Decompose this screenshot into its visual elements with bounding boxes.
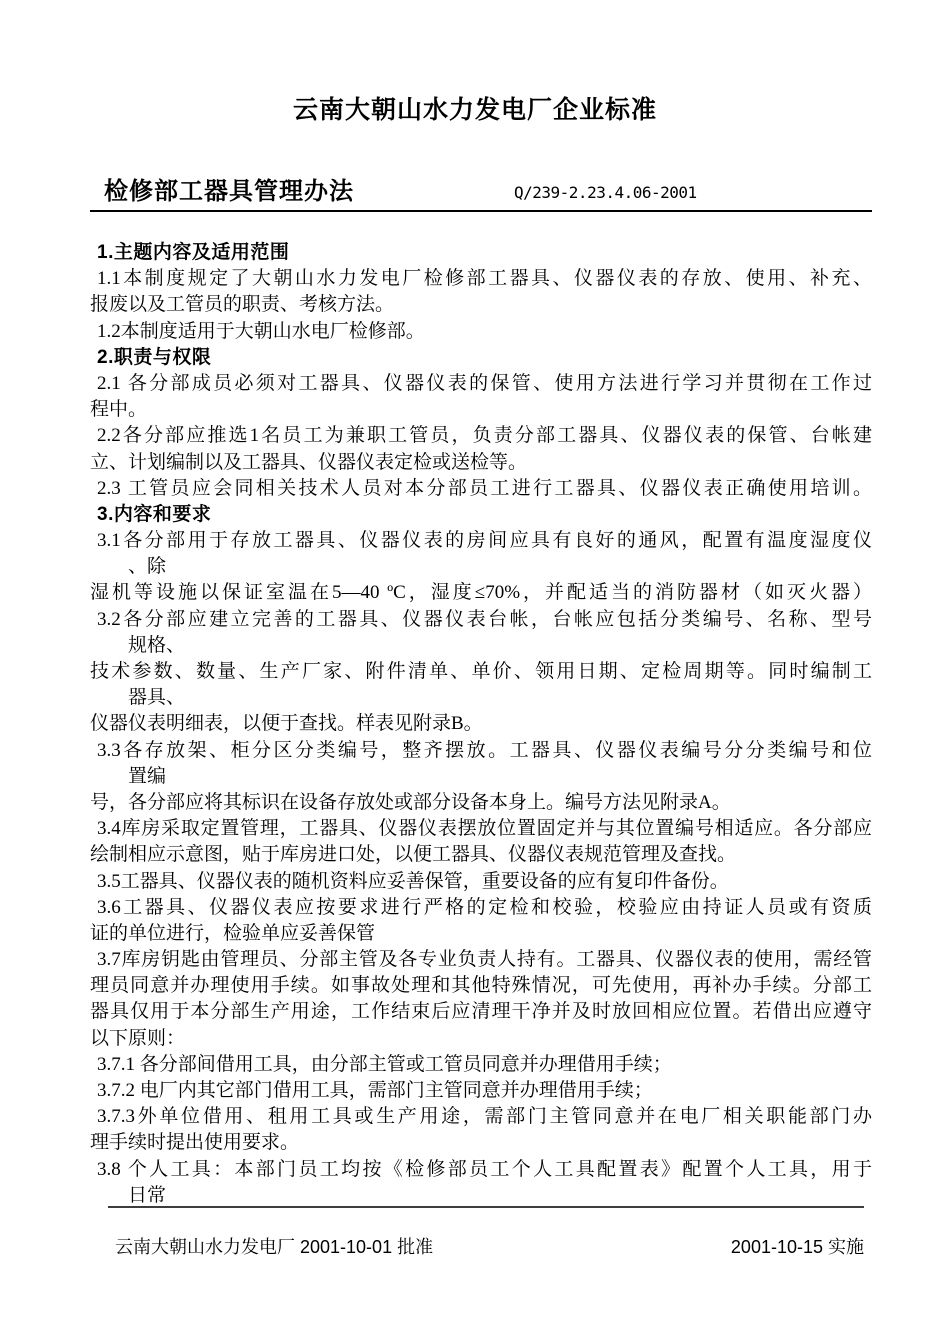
document-footer bbox=[90, 1233, 872, 1259]
body-line-22: 号，各分部应将其标识在设备存放处或部分设备本身上。编号方法见附录A。 bbox=[90, 791, 731, 813]
body-line-21: 置编 bbox=[128, 765, 167, 787]
body-line-11: 3.内容和要求 bbox=[97, 503, 212, 525]
body-line-32: 3.7.1 各分部间借用工具，由分部主管或工管员同意并办理借用手续； bbox=[97, 1053, 672, 1075]
body-line-6: 2.1 各分部成员必须对工器具、仪器仪表的保管、使用方法进行学习并贯彻在工作过 bbox=[97, 372, 872, 394]
body-line-4: 1.2本制度适用于大朝山水电厂检修部。 bbox=[97, 320, 425, 342]
body-line-10: 2.3 工管员应会同相关技术人员对本分部员工进行工器具、仪器仪表正确使用培训。 bbox=[97, 477, 872, 499]
body-line-37: 日常 bbox=[128, 1184, 167, 1206]
body-line-16: 规格、 bbox=[128, 634, 186, 656]
body-line-34: 3.7.3外单位借用、租用工具或生产用途，需部门主管同意并在电厂相关职能部门办 bbox=[97, 1106, 872, 1128]
body-line-8: 2.2各分部应推选1名员工为兼职工管员，负责分部工器具、仪器仪表的保管、台帐建 bbox=[97, 425, 872, 447]
document-body bbox=[90, 240, 872, 1209]
body-line-24: 绘制相应示意图，贴于库房进口处，以便工器具、仪器仪表规范管理及查找。 bbox=[90, 844, 737, 866]
body-line-31: 以下原则： bbox=[90, 1027, 186, 1049]
body-line-5: 2.职责与权限 bbox=[97, 346, 212, 368]
document-header bbox=[90, 168, 872, 212]
footer-divider bbox=[108, 1206, 864, 1208]
body-line-29: 理员同意并办理使用手续。如事故处理和其他特殊情况，可先使用，再补办手续。分部工 bbox=[90, 975, 872, 997]
body-line-25: 3.5工器具、仪器仪表的随机资料应妥善保管，重要设备的应有复印件备份。 bbox=[97, 870, 729, 892]
body-line-18: 器具、 bbox=[128, 687, 186, 709]
body-line-7: 程中。 bbox=[90, 399, 148, 421]
body-line-12: 3.1各分部用于存放工器具、仪器仪表的房间应具有良好的通风，配置有温度湿度仪 bbox=[97, 530, 872, 552]
standard-code: Q/239-2.23.4.06-2001 bbox=[514, 183, 697, 202]
body-line-19: 仪器仪表明细表，以便于查找。样表见附录B。 bbox=[90, 713, 483, 735]
body-line-2: 1.1本制度规定了大朝山水力发电厂检修部工器具、仪器仪表的存放、使用、补充、 bbox=[97, 268, 872, 290]
body-line-28: 3.7库房钥匙由管理员、分部主管及各专业负责人持有。工器具、仪器仪表的使用，需经管 bbox=[97, 949, 872, 971]
implementation-date: 2001-10-15 实施 bbox=[730, 1237, 864, 1257]
body-line-35: 理手续时提出使用要求。 bbox=[90, 1132, 300, 1154]
body-line-9: 立、计划编制以及工器具、仪器仪表定检或送检等。 bbox=[90, 451, 528, 473]
body-line-27: 证的单位进行，检验单应妥善保管 bbox=[90, 922, 376, 944]
company-standard-title: 云南大朝山水力发电厂企业标准 bbox=[292, 96, 657, 124]
body-line-30: 器具仅用于本分部生产用途，工作结束后应清理干净并及时放回相应位置。若借出应遵守 bbox=[90, 1001, 872, 1023]
body-line-33: 3.7.2 电厂内其它部门借用工具，需部门主管同意并办理借用手续； bbox=[97, 1080, 653, 1101]
body-line-14: 湿机等设施以保证室温在5—40 ºC，湿度≤70%，并配适当的消防器材（如灭火器） bbox=[90, 582, 872, 604]
body-line-26: 3.6工器具、仪器仪表应按要求进行严格的定检和校验，校验应由持证人员或有资质 bbox=[97, 896, 872, 918]
body-line-1: 1.主题内容及适用范围 bbox=[97, 242, 290, 263]
body-line-20: 3.3各存放架、柜分区分类编号，整齐摆放。工器具、仪器仪表编号分分类编号和位 bbox=[97, 739, 872, 761]
body-line-36: 3.8 个人工具：本部门员工均按《检修部员工个人工具配置表》配置个人工具，用于 bbox=[97, 1158, 872, 1180]
body-line-3: 报废以及工管员的职责、考核方法。 bbox=[90, 294, 395, 316]
body-line-23: 3.4库房采取定置管理，工器具、仪器仪表摆放位置固定并与其位置编号相适应。各分部应 bbox=[97, 818, 872, 840]
body-line-13: 、除 bbox=[128, 556, 167, 578]
body-line-17: 技术参数、数量、生产厂家、附件清单、单价、领用日期、定检周期等。同时编制工 bbox=[90, 661, 872, 682]
approval-statement: 云南大朝山水力发电厂 2001-10-01 批准 bbox=[115, 1237, 434, 1257]
body-line-15: 3.2各分部应建立完善的工器具、仪器仪表台帐，台帐应包括分类编号、名称、型号 bbox=[97, 608, 872, 630]
document-title: 检修部工器具管理办法 bbox=[104, 178, 354, 205]
